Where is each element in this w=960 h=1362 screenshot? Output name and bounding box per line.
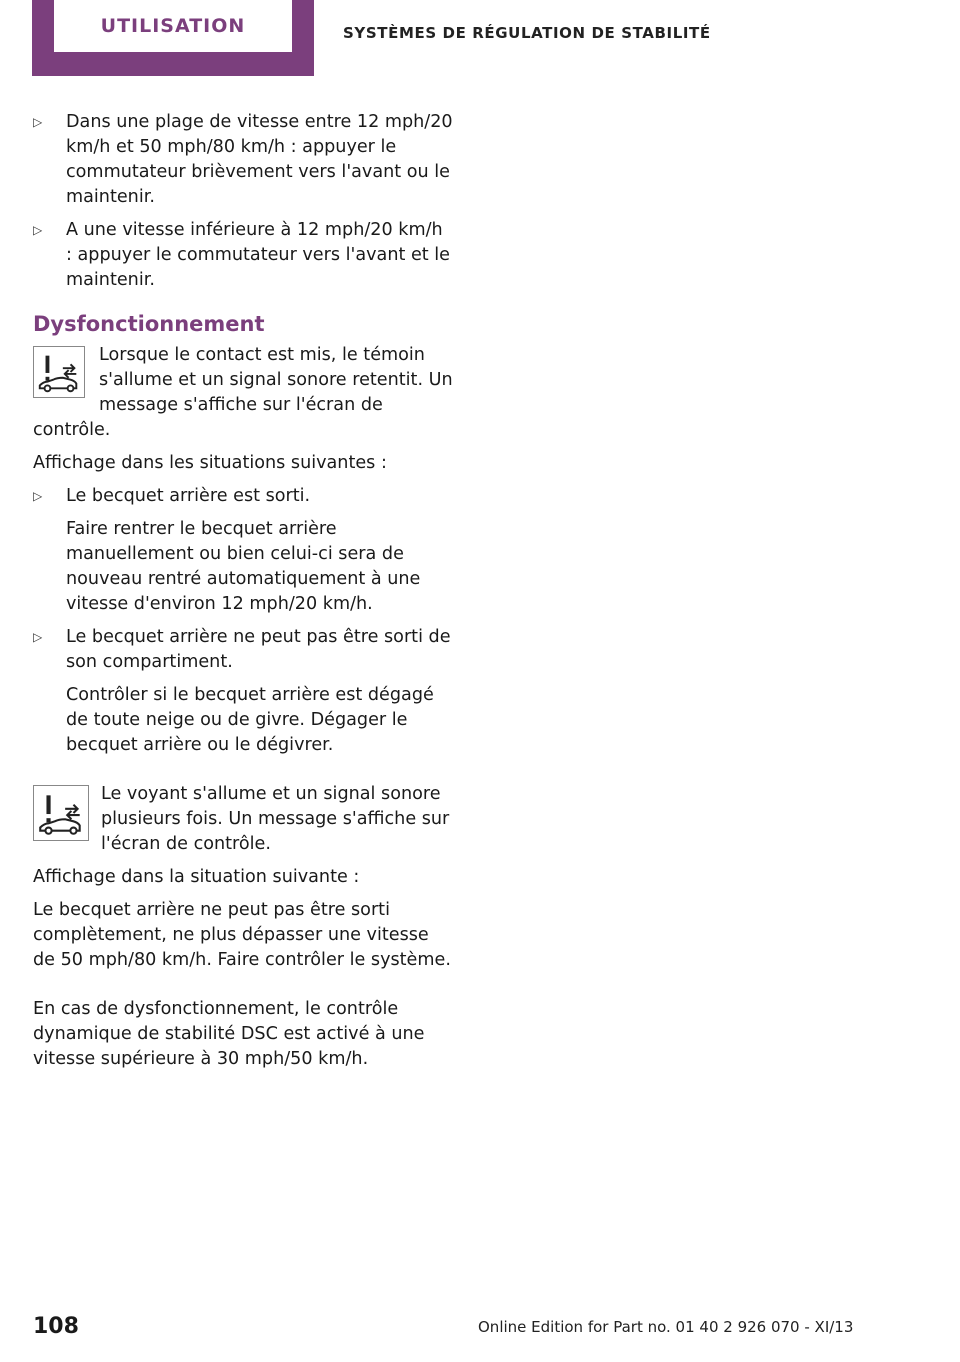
section-heading: Dysfonctionnement bbox=[33, 312, 265, 336]
header-tab bbox=[32, 0, 314, 76]
spacer bbox=[33, 981, 453, 997]
bullet-triangle-icon: ▷ bbox=[33, 223, 43, 237]
header-tab-label: UTILISATION bbox=[54, 0, 292, 52]
warning-block bbox=[33, 782, 453, 857]
bullet-title: Le becquet arrière est sorti. bbox=[66, 486, 311, 506]
bullet-triangle-icon: ▷ bbox=[33, 115, 43, 129]
list-item bbox=[33, 218, 453, 293]
situation-single: Le becquet arrière ne peut pas être sorti complètement, ne plus dépasser une vitesse de 50 mph/80 km/h. Faire contrôler le système. bbox=[33, 900, 451, 970]
bullet-detail: Faire rentrer le becquet arrière manuellement ou bien celui-ci sera de nouveau rentré automatiquement à une vitesse d'environ 12 mph/20 km/h. bbox=[66, 519, 421, 614]
list-item bbox=[33, 625, 453, 758]
bullet-triangle-icon: ▷ bbox=[33, 489, 43, 503]
section-title: SYSTÈMES DE RÉGULATION DE STABILITÉ bbox=[343, 24, 711, 42]
bullet-triangle-icon: ▷ bbox=[33, 630, 43, 644]
bullet-text: A une vitesse inférieure à 12 mph/20 km/h : appuyer le commutateur vers l'avant et le maintenir. bbox=[66, 220, 450, 290]
warning-block bbox=[33, 343, 453, 443]
rear-spoiler-warning-icon bbox=[33, 785, 89, 841]
warning-text: Lorsque le contact est mis, le témoin s'allume et un signal sonore retentit. Un message s'affiche sur l'écran de contrôle. bbox=[33, 345, 453, 440]
page-number: 108 bbox=[33, 1314, 79, 1339]
bullet-detail: Contrôler si le becquet arrière est dégagé de toute neige ou de givre. Dégager le becquet arrière ou le dégivrer. bbox=[66, 685, 434, 755]
rear-spoiler-warning-icon bbox=[33, 346, 85, 398]
page-content bbox=[33, 110, 453, 1080]
situation-single-intro: Affichage dans la situation suivante : bbox=[33, 867, 360, 887]
situations-intro: Affichage dans les situations suivantes : bbox=[33, 453, 387, 473]
bullet-text: Dans une plage de vitesse entre 12 mph/20 km/h et 50 mph/80 km/h : appuyer le commutateur brièvement vers l'avant ou le maintenir. bbox=[66, 112, 453, 207]
bullet-title: Le becquet arrière ne peut pas être sorti de son compartiment. bbox=[66, 627, 451, 672]
footer-edition: Online Edition for Part no. 01 40 2 926 070 - XI/13 bbox=[478, 1318, 854, 1336]
list-item bbox=[33, 484, 453, 617]
list-item bbox=[33, 110, 453, 210]
spacer bbox=[33, 766, 453, 782]
warning-text: Le voyant s'allume et un signal sonore plusieurs fois. Un message s'affiche sur l'écran de contrôle. bbox=[101, 784, 450, 854]
closing-paragraph: En cas de dysfonctionnement, le contrôle dynamique de stabilité DSC est activé à une vitesse supérieure à 30 mph/50 km/h. bbox=[33, 999, 425, 1069]
